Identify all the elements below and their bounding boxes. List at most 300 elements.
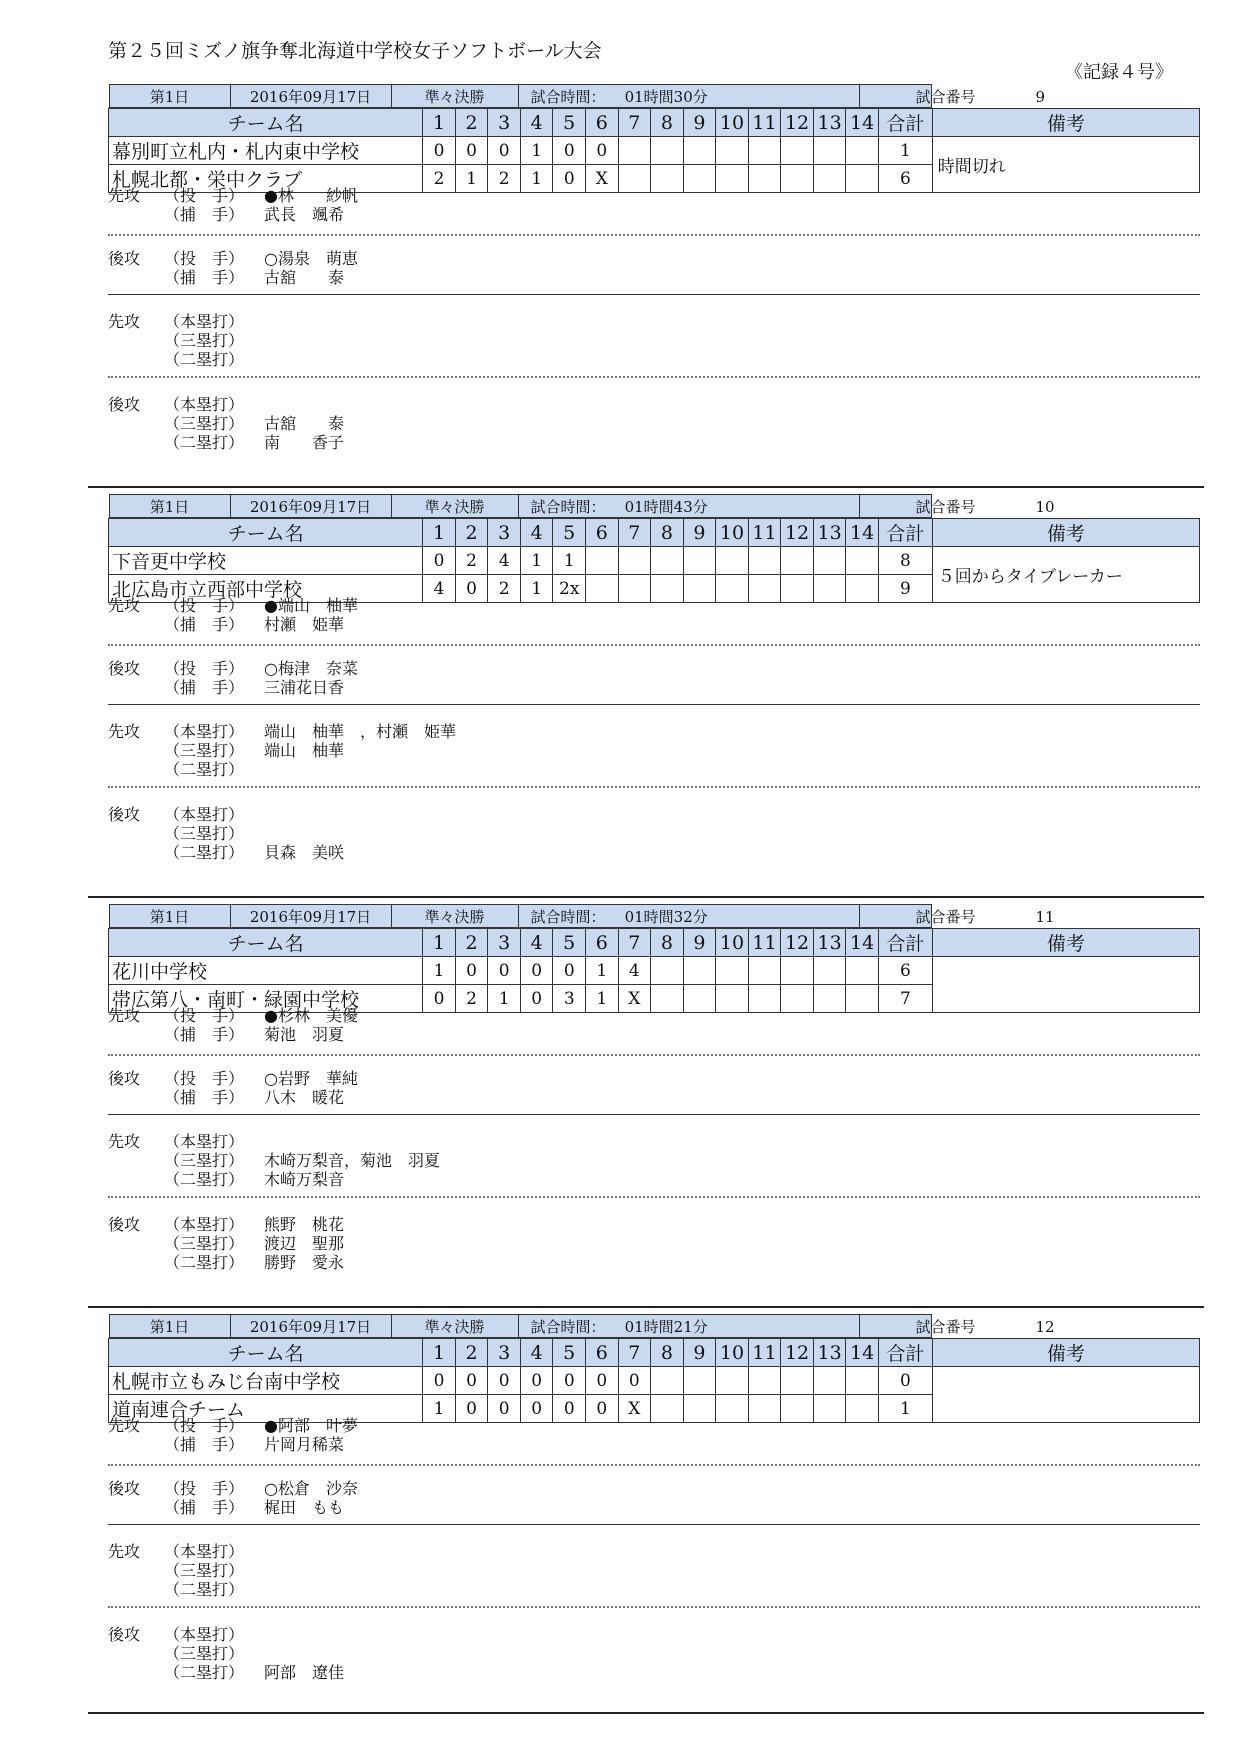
game-number <box>859 495 1055 518</box>
inning-score: 3 <box>553 985 586 1013</box>
player-names: 木崎万梨音，菊池 羽夏 <box>264 1151 441 1170</box>
inning-header: 9 <box>683 109 716 137</box>
scoreboard-table <box>108 84 1200 193</box>
inning-score: 2 <box>488 575 521 603</box>
remarks-header: 備考 <box>932 1339 1199 1367</box>
dotted-divider <box>108 644 1200 646</box>
inning-score <box>781 1367 814 1395</box>
inning-header: 4 <box>520 519 553 547</box>
inning-header: 4 <box>520 1339 553 1367</box>
side-label: 先攻 <box>108 186 141 205</box>
team-name-header: チーム名 <box>109 929 423 957</box>
game-day: 第1日 <box>109 85 230 108</box>
player-names: 梶田 もも <box>264 1498 345 1517</box>
role-label: （投 手） <box>164 1416 245 1435</box>
side-label: 先攻 <box>108 1542 141 1561</box>
inning-score <box>683 575 716 603</box>
inning-score <box>846 1367 879 1395</box>
inning-score <box>683 1395 716 1423</box>
inning-score: 1 <box>553 547 586 575</box>
inning-score <box>683 985 716 1013</box>
inning-header: 13 <box>813 519 846 547</box>
inning-score: 1 <box>586 985 619 1013</box>
inning-header: 5 <box>553 1339 586 1367</box>
role-label: （三塁打） <box>164 824 245 843</box>
inning-score: 0 <box>520 1395 553 1423</box>
role-label: （投 手） <box>164 249 245 268</box>
game-time-value: 01時間21分 <box>624 1317 708 1336</box>
inning-score: 0 <box>488 1395 521 1423</box>
inning-score: 2x <box>553 575 586 603</box>
inning-score <box>651 957 684 985</box>
game-date: 2016年09月17日 <box>230 905 391 928</box>
inning-score <box>716 547 749 575</box>
game-record <box>90 1314 1204 1714</box>
dotted-divider <box>108 1606 1200 1608</box>
role-label: （二塁打） <box>164 350 245 369</box>
inning-score <box>781 1395 814 1423</box>
inning-header: 4 <box>520 109 553 137</box>
inning-score <box>846 165 879 193</box>
inning-score: X <box>618 985 651 1013</box>
inning-score: 0 <box>520 985 553 1013</box>
inning-score <box>716 985 749 1013</box>
inning-header: 7 <box>618 109 651 137</box>
game-separator <box>88 1712 1204 1714</box>
inning-header: 1 <box>423 1339 456 1367</box>
inning-score: 0 <box>553 1367 586 1395</box>
player-names: ○湯泉 萌恵 <box>264 249 358 268</box>
inning-score: 0 <box>455 957 488 985</box>
inning-score: 0 <box>520 957 553 985</box>
role-label: （本塁打） <box>164 395 245 414</box>
role-label: （投 手） <box>164 1006 245 1025</box>
game-separator <box>88 1306 1204 1308</box>
scoreboard-table <box>108 1314 1200 1423</box>
role-label: （捕 手） <box>164 1025 245 1044</box>
document-title: 第２５回ミズノ旗争奪北海道中学校女子ソフトボール大会 <box>108 40 602 62</box>
game-time-value: 01時間43分 <box>624 497 708 516</box>
player-names: 三浦花日香 <box>264 678 345 697</box>
inning-score: 4 <box>488 547 521 575</box>
inning-score: 0 <box>488 1367 521 1395</box>
inning-score <box>781 137 814 165</box>
dotted-divider <box>108 786 1200 788</box>
inning-score: 0 <box>586 1395 619 1423</box>
game-time-value: 01時間30分 <box>624 87 708 106</box>
role-label: （二塁打） <box>164 1253 245 1272</box>
inning-score: 2 <box>423 165 456 193</box>
inning-score: 0 <box>553 957 586 985</box>
role-label: （三塁打） <box>164 741 245 760</box>
game-number <box>859 905 1055 928</box>
game-number-value: 11 <box>1035 907 1055 926</box>
total-header: 合計 <box>878 519 932 547</box>
role-label: （三塁打） <box>164 1234 245 1253</box>
game-number-value: 10 <box>1035 497 1055 516</box>
inning-score <box>846 547 879 575</box>
dotted-divider <box>108 376 1200 378</box>
dotted-divider <box>108 1464 1200 1466</box>
inning-score <box>813 985 846 1013</box>
game-date: 2016年09月17日 <box>230 85 391 108</box>
inning-header: 6 <box>586 1339 619 1367</box>
inning-score: X <box>586 165 619 193</box>
inning-header: 14 <box>846 109 879 137</box>
inning-score: 0 <box>423 137 456 165</box>
game-number-label: 試合番号 <box>915 907 976 926</box>
game-time <box>518 495 859 518</box>
inning-score <box>846 575 879 603</box>
inning-score <box>618 165 651 193</box>
player-names: ○岩野 華純 <box>264 1069 358 1088</box>
inning-header: 5 <box>553 519 586 547</box>
team-total: 6 <box>878 165 932 193</box>
side-label: 後攻 <box>108 249 141 268</box>
game-record <box>90 494 1204 894</box>
team-name: 道南連合チーム <box>109 1395 423 1423</box>
inning-score <box>813 165 846 193</box>
inning-header: 6 <box>586 929 619 957</box>
inning-header: 9 <box>683 929 716 957</box>
inning-score <box>651 137 684 165</box>
team-row <box>109 137 1200 165</box>
player-names: 片岡月稀菜 <box>264 1435 345 1454</box>
inning-score: 2 <box>455 985 488 1013</box>
inning-header: 11 <box>748 109 781 137</box>
game-round: 準々決勝 <box>391 1315 518 1338</box>
inning-header: 5 <box>553 109 586 137</box>
inning-score <box>748 137 781 165</box>
player-names: ●林 紗帆 <box>264 186 358 205</box>
inning-score <box>683 547 716 575</box>
remarks-header: 備考 <box>932 109 1199 137</box>
inning-header: 13 <box>813 1339 846 1367</box>
player-names: 端山 柚華 ，村瀬 姫華 <box>264 722 457 741</box>
inning-score: 0 <box>455 137 488 165</box>
team-name-header: チーム名 <box>109 109 423 137</box>
game-separator <box>88 486 1204 488</box>
inning-score <box>683 1367 716 1395</box>
inning-header: 12 <box>781 929 814 957</box>
inning-score <box>683 165 716 193</box>
inning-header: 8 <box>651 519 684 547</box>
inning-score <box>651 575 684 603</box>
game-day: 第1日 <box>109 1315 230 1338</box>
inning-header: 10 <box>716 109 749 137</box>
inning-score <box>651 1367 684 1395</box>
side-label: 先攻 <box>108 1006 141 1025</box>
inning-score: 0 <box>553 165 586 193</box>
inning-header: 4 <box>520 929 553 957</box>
game-note: ５回からタイブレーカー <box>932 547 1199 603</box>
inning-header: 3 <box>488 1339 521 1367</box>
game-day: 第1日 <box>109 905 230 928</box>
inning-score <box>586 575 619 603</box>
role-label: （三塁打） <box>164 414 245 433</box>
inning-score <box>781 985 814 1013</box>
inning-header: 7 <box>618 929 651 957</box>
side-label: 先攻 <box>108 722 141 741</box>
game-note: 時間切れ <box>932 137 1199 193</box>
inning-score: 0 <box>455 1395 488 1423</box>
inning-header: 8 <box>651 1339 684 1367</box>
inning-score <box>651 985 684 1013</box>
inning-score: 0 <box>423 1367 456 1395</box>
team-total: 8 <box>878 547 932 575</box>
game-round: 準々決勝 <box>391 85 518 108</box>
inning-score: 2 <box>488 165 521 193</box>
game-time-label: 試合時間： <box>530 907 606 926</box>
role-label: （三塁打） <box>164 1644 245 1663</box>
team-name-header: チーム名 <box>109 1339 423 1367</box>
inning-header: 8 <box>651 109 684 137</box>
scoreboard-table <box>108 494 1200 603</box>
side-label: 後攻 <box>108 1215 141 1234</box>
role-label: （二塁打） <box>164 760 245 779</box>
inning-score <box>813 547 846 575</box>
inning-header: 9 <box>683 519 716 547</box>
side-label: 後攻 <box>108 395 141 414</box>
role-label: （捕 手） <box>164 268 245 287</box>
inning-score: 0 <box>455 1367 488 1395</box>
inning-header: 11 <box>748 519 781 547</box>
inning-score: 1 <box>520 575 553 603</box>
inning-score: 1 <box>520 165 553 193</box>
role-label: （捕 手） <box>164 1088 245 1107</box>
inning-score <box>651 547 684 575</box>
game-record <box>90 904 1204 1304</box>
inning-header: 1 <box>423 929 456 957</box>
side-label: 後攻 <box>108 1625 141 1644</box>
inning-score: 0 <box>586 137 619 165</box>
side-label: 後攻 <box>108 659 141 678</box>
inning-score <box>846 137 879 165</box>
inning-score <box>748 957 781 985</box>
team-name: 下音更中学校 <box>109 547 423 575</box>
team-total: 1 <box>878 137 932 165</box>
inning-score <box>716 1367 749 1395</box>
section-divider <box>108 1524 1200 1525</box>
section-divider <box>108 294 1200 295</box>
game-time <box>518 905 859 928</box>
game-round: 準々決勝 <box>391 495 518 518</box>
inning-score <box>748 547 781 575</box>
dotted-divider <box>108 234 1200 236</box>
inning-score <box>781 957 814 985</box>
team-total: 9 <box>878 575 932 603</box>
inning-score <box>716 575 749 603</box>
role-label: （二塁打） <box>164 1663 245 1682</box>
inning-score: 0 <box>423 985 456 1013</box>
player-names: 菊池 羽夏 <box>264 1025 345 1044</box>
player-names: 渡辺 聖那 <box>264 1234 345 1253</box>
inning-score: 0 <box>618 1367 651 1395</box>
inning-score <box>813 957 846 985</box>
role-label: （捕 手） <box>164 205 245 224</box>
role-label: （本塁打） <box>164 312 245 331</box>
inning-score: 1 <box>586 957 619 985</box>
remarks-header: 備考 <box>932 929 1199 957</box>
inning-header: 12 <box>781 109 814 137</box>
inning-score <box>618 137 651 165</box>
game-number-value: 12 <box>1035 1317 1055 1336</box>
player-names: ○松倉 沙奈 <box>264 1479 358 1498</box>
player-names: ●阿部 叶夢 <box>264 1416 358 1435</box>
game-date: 2016年09月17日 <box>230 495 391 518</box>
role-label: （投 手） <box>164 1479 245 1498</box>
dotted-divider <box>108 1054 1200 1056</box>
inning-score <box>846 985 879 1013</box>
role-label: （本塁打） <box>164 1625 245 1644</box>
inning-score <box>716 957 749 985</box>
inning-header: 2 <box>455 1339 488 1367</box>
role-label: （二塁打） <box>164 1170 245 1189</box>
inning-header: 3 <box>488 929 521 957</box>
inning-header: 10 <box>716 929 749 957</box>
team-total: 6 <box>878 957 932 985</box>
game-number-label: 試合番号 <box>915 497 976 516</box>
role-label: （三塁打） <box>164 331 245 350</box>
inning-score <box>716 137 749 165</box>
team-name: 札幌北都・栄中クラブ <box>109 165 423 193</box>
inning-header: 12 <box>781 519 814 547</box>
game-time-label: 試合時間： <box>530 1317 606 1336</box>
inning-score: 1 <box>423 1395 456 1423</box>
inning-score <box>618 575 651 603</box>
inning-score <box>748 575 781 603</box>
team-row <box>109 957 1200 985</box>
inning-score: 1 <box>488 985 521 1013</box>
inning-score <box>748 985 781 1013</box>
game-number-label: 試合番号 <box>915 1317 976 1336</box>
player-names: 熊野 桃花 <box>264 1215 345 1234</box>
inning-header: 7 <box>618 519 651 547</box>
player-names: ●端山 柚華 <box>264 596 358 615</box>
inning-score <box>813 1395 846 1423</box>
inning-score <box>618 547 651 575</box>
player-names: ●杉林 美優 <box>264 1006 358 1025</box>
role-label: （二塁打） <box>164 433 245 452</box>
inning-score: 1 <box>520 547 553 575</box>
team-name: 北広島市立西部中学校 <box>109 575 423 603</box>
inning-score <box>651 1395 684 1423</box>
inning-score: 0 <box>553 137 586 165</box>
player-names: 古舘 泰 <box>264 268 345 287</box>
inning-score: 1 <box>520 137 553 165</box>
inning-header: 11 <box>748 1339 781 1367</box>
scoreboard-table <box>108 904 1200 1013</box>
side-label: 後攻 <box>108 1479 141 1498</box>
inning-header: 6 <box>586 109 619 137</box>
inning-score: 2 <box>455 547 488 575</box>
inning-score: 0 <box>488 137 521 165</box>
player-names: 南 香子 <box>264 433 345 452</box>
player-names: 村瀬 姫華 <box>264 615 345 634</box>
inning-header: 2 <box>455 519 488 547</box>
inning-header: 2 <box>455 929 488 957</box>
role-label: （本塁打） <box>164 1542 245 1561</box>
inning-header: 6 <box>586 519 619 547</box>
game-number <box>859 85 1046 108</box>
player-names: 木崎万梨音 <box>264 1170 345 1189</box>
role-label: （本塁打） <box>164 1132 245 1151</box>
inning-score: 0 <box>520 1367 553 1395</box>
game-time <box>518 85 859 108</box>
inning-score <box>781 547 814 575</box>
player-names: 古舘 泰 <box>264 414 345 433</box>
inning-score <box>846 957 879 985</box>
game-time-value: 01時間32分 <box>624 907 708 926</box>
team-name-header: チーム名 <box>109 519 423 547</box>
game-note <box>932 957 1199 1013</box>
inning-header: 14 <box>846 519 879 547</box>
game-number <box>859 1315 1055 1338</box>
inning-score <box>716 165 749 193</box>
game-number-label: 試合番号 <box>915 87 976 106</box>
game-time-label: 試合時間： <box>530 497 606 516</box>
dotted-divider <box>108 1196 1200 1198</box>
player-names: 勝野 愛永 <box>264 1253 345 1272</box>
inning-score <box>651 165 684 193</box>
team-row <box>109 1367 1200 1395</box>
game-time <box>518 1315 859 1338</box>
inning-header: 13 <box>813 109 846 137</box>
inning-score: 0 <box>553 1395 586 1423</box>
team-total: 0 <box>878 1367 932 1395</box>
inning-score <box>813 137 846 165</box>
inning-header: 14 <box>846 929 879 957</box>
side-label: 後攻 <box>108 1069 141 1088</box>
team-total: 7 <box>878 985 932 1013</box>
inning-header: 8 <box>651 929 684 957</box>
side-label: 後攻 <box>108 805 141 824</box>
total-header: 合計 <box>878 929 932 957</box>
game-number-value: 9 <box>1035 87 1046 106</box>
role-label: （捕 手） <box>164 1498 245 1517</box>
inning-score: 0 <box>455 575 488 603</box>
total-header: 合計 <box>878 1339 932 1367</box>
team-name: 幕別町立札内・札内東中学校 <box>109 137 423 165</box>
inning-score <box>683 137 716 165</box>
inning-header: 3 <box>488 519 521 547</box>
inning-score <box>748 1395 781 1423</box>
side-label: 先攻 <box>108 312 141 331</box>
inning-header: 13 <box>813 929 846 957</box>
inning-score: 4 <box>423 575 456 603</box>
inning-header: 14 <box>846 1339 879 1367</box>
section-divider <box>108 704 1200 705</box>
role-label: （二塁打） <box>164 843 245 862</box>
inning-score: 1 <box>455 165 488 193</box>
team-total: 1 <box>878 1395 932 1423</box>
inning-score <box>781 575 814 603</box>
role-label: （捕 手） <box>164 1435 245 1454</box>
inning-header: 10 <box>716 1339 749 1367</box>
inning-header: 9 <box>683 1339 716 1367</box>
total-header: 合計 <box>878 109 932 137</box>
inning-score <box>748 165 781 193</box>
inning-score: 0 <box>423 547 456 575</box>
game-time-label: 試合時間： <box>530 87 606 106</box>
team-row <box>109 547 1200 575</box>
inning-score <box>683 957 716 985</box>
player-names: ○梅津 奈菜 <box>264 659 358 678</box>
player-names: 武長 颯希 <box>264 205 345 224</box>
role-label: （三塁打） <box>164 1561 245 1580</box>
inning-score: 1 <box>423 957 456 985</box>
team-name: 花川中学校 <box>109 957 423 985</box>
